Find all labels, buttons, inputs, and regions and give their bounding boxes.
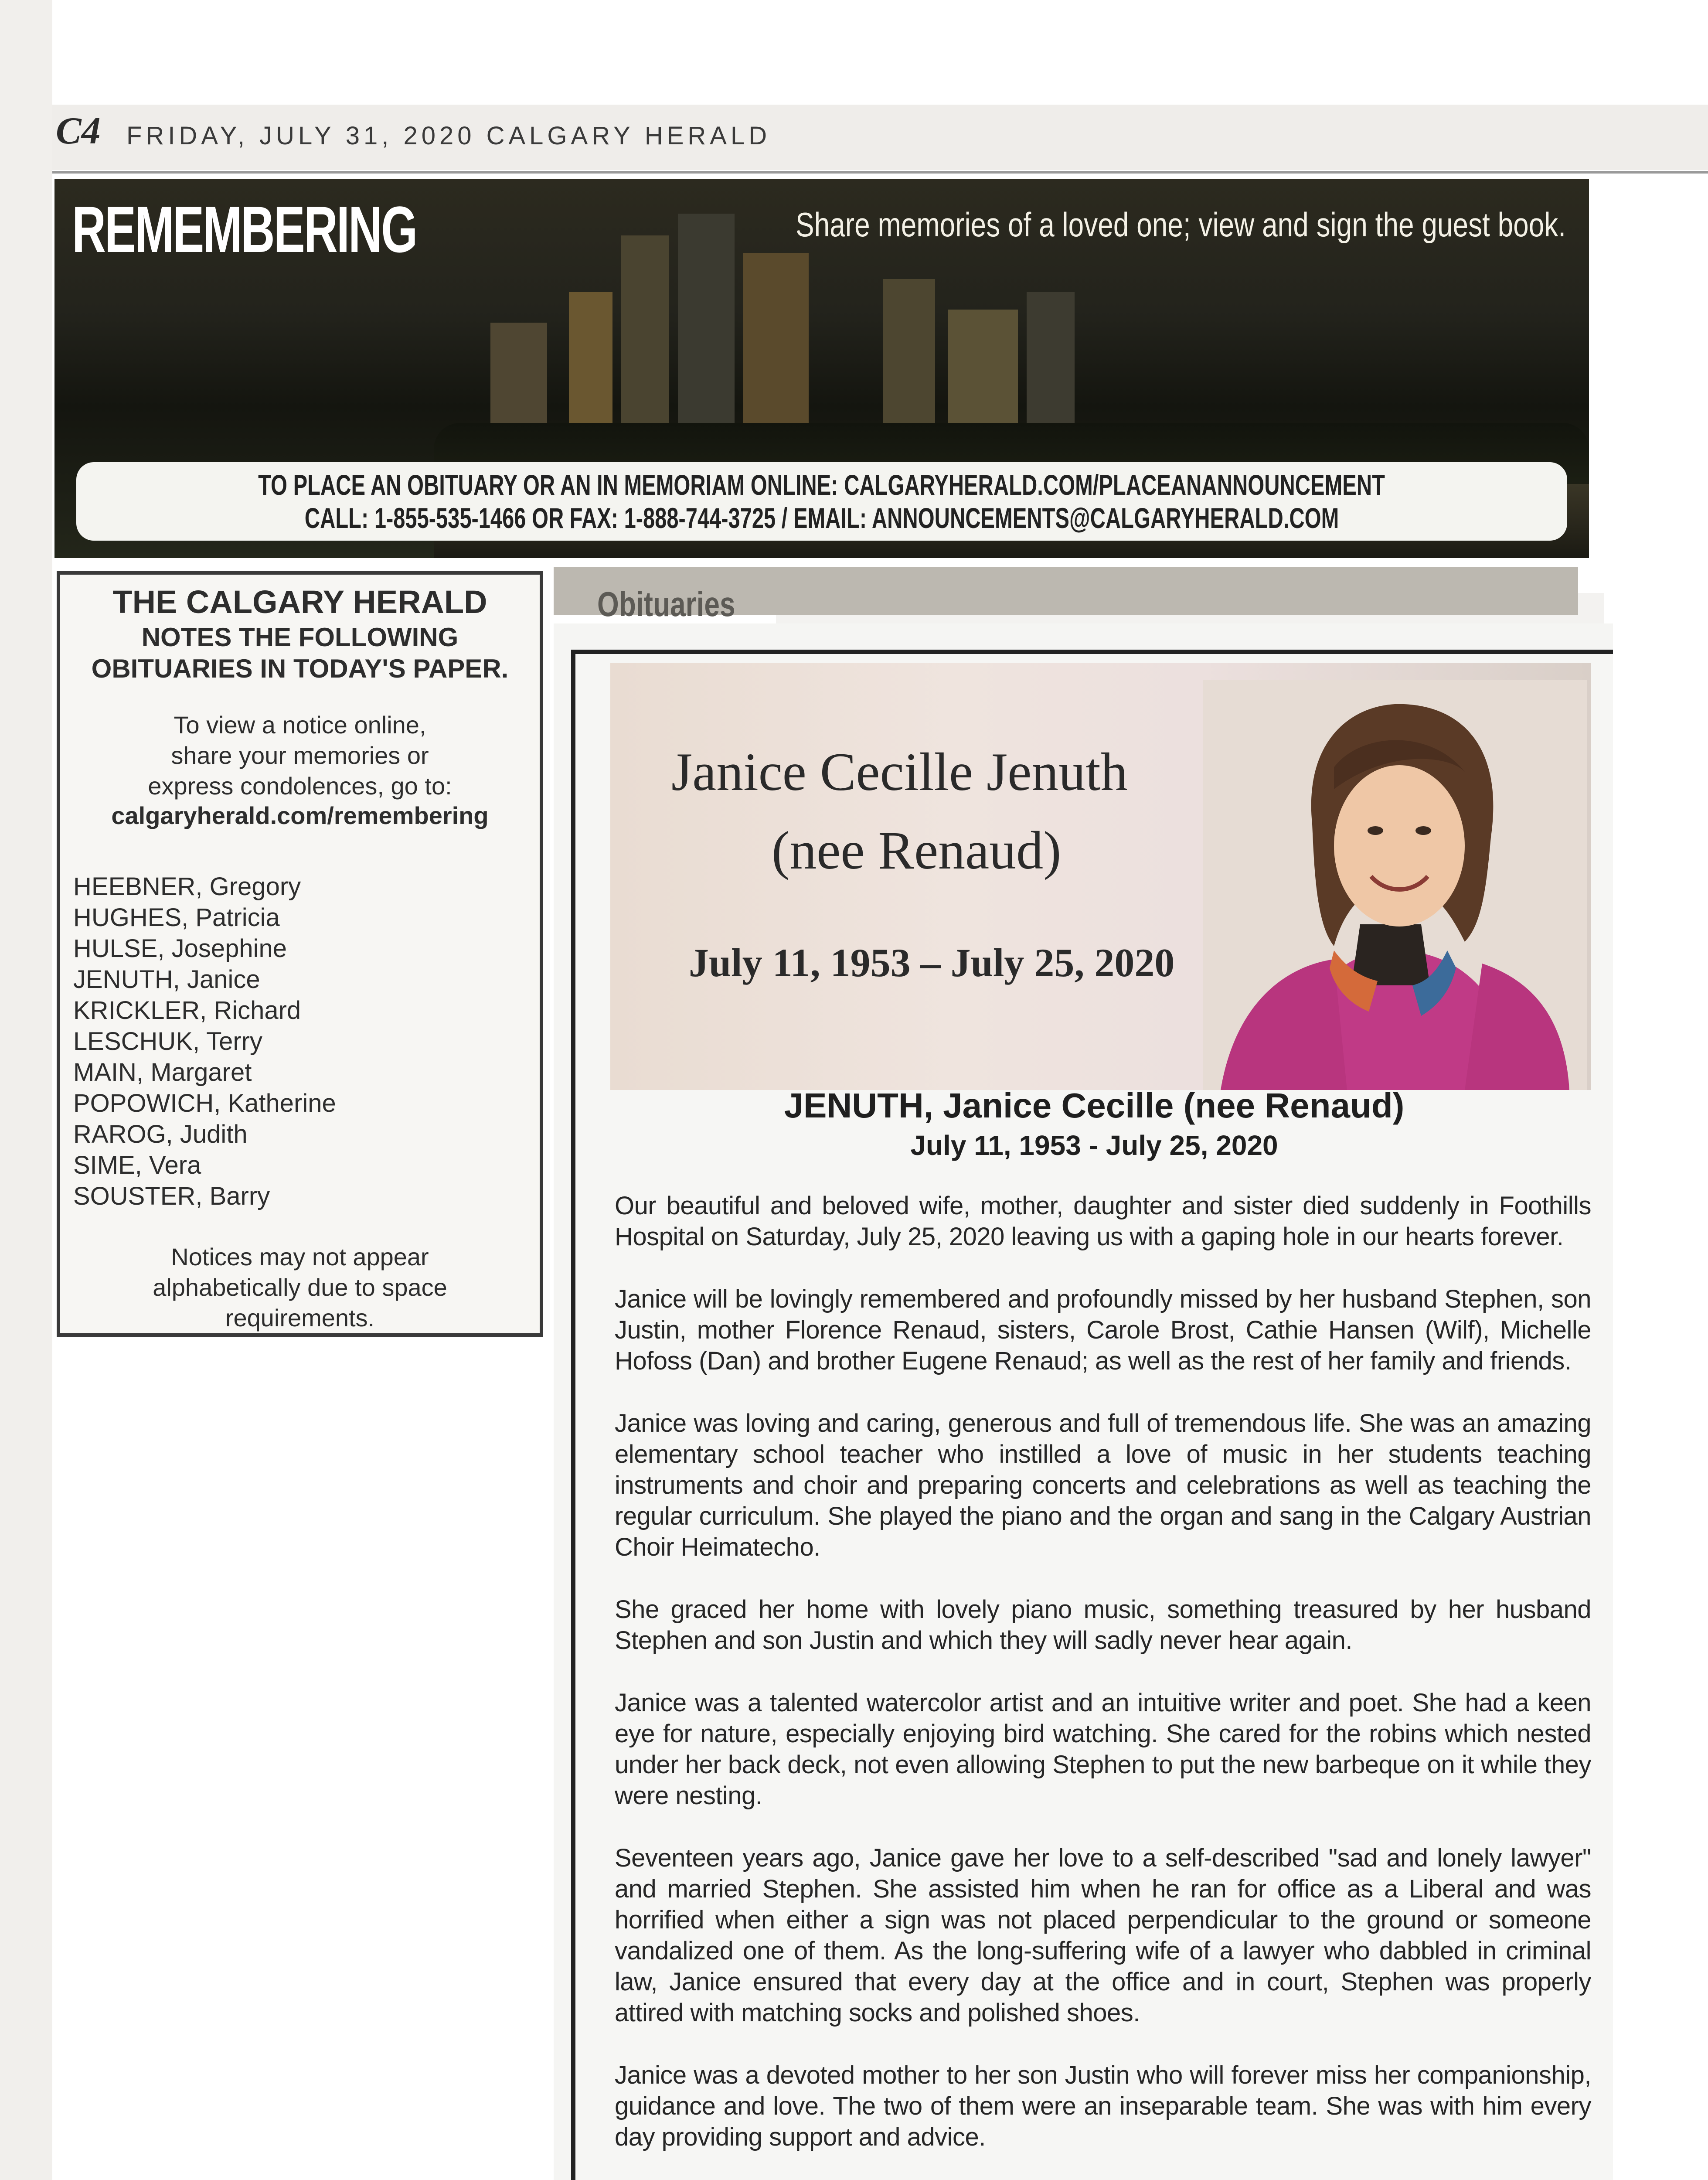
header-divider <box>52 171 1708 174</box>
notice-intro <box>60 710 540 801</box>
remembering-link: calgaryherald.com/remembering <box>111 802 489 829</box>
list-item: KRICKLER, Richard <box>73 996 301 1025</box>
notice-title: THE CALGARY HERALD <box>112 584 487 620</box>
banner-phone-email: CALL: 1-855-535-1466 OR FAX: 1-888-744-3725 / EMAIL: ANNOUNCEMENTS@CALGARYHERALD.COM <box>304 502 1339 534</box>
banner-contact-box <box>76 462 1567 541</box>
portrait-panel-name: Janice Cecille Jenuth <box>671 742 1128 802</box>
list-item: SIME, Vera <box>73 1151 201 1179</box>
obituary-paragraph: Janice was loving and caring, generous and full of tremendous life. She was an amazing elementary school teacher who instilled a love of music in her students teaching instruments and choir and preparing concerts and celebrations as well as teaching the regular curriculum. She played the piano and the organ and sang in the Calgary Austrian Choir Heimatecho. <box>615 1409 1591 1561</box>
banner-online-instructions: TO PLACE AN OBITUARY OR AN IN MEMORIAM ONLINE: CALGARYHERALD.COM/PLACEANANNOUNCEMENT <box>258 469 1385 501</box>
obituary-paragraph: Our beautiful and beloved wife, mother, daughter and sister died suddenly in Foothills Hospital on Saturday, July 25, 2020 leaving us with a gaping hole in our hearts forever. <box>615 1192 1591 1251</box>
list-item: HEEBNER, Gregory <box>73 872 301 901</box>
list-item: LESCHUK, Terry <box>73 1027 263 1056</box>
notice-subtitle-line: OBITUARIES IN TODAY'S PAPER. <box>91 654 509 683</box>
notice-intro-line: share your memories or <box>171 742 429 769</box>
notice-intro-line: express condolences, go to: <box>148 772 452 800</box>
obituary-headline: JENUTH, Janice Cecille (nee Renaud) <box>784 1086 1405 1125</box>
obituary-paragraph: Janice will be lovingly remembered and profoundly missed by her husband Stephen, son Justin, mother Florence Renaud, sisters, Carole Brost, Cathie Hansen (Wilf), Michelle Hofoss (Dan) and brother Eugene Renaud; as well as the rest of her family and friends. <box>615 1285 1591 1375</box>
portrait-panel-maiden-name: (nee Renaud) <box>772 821 1062 880</box>
page-margin <box>1613 567 1708 2180</box>
list-item: POPOWICH, Katherine <box>73 1089 336 1117</box>
banner-tagline: Share memories of a loved one; view and sign the guest book. <box>796 205 1566 244</box>
notice-footnote-line: alphabetically due to space <box>153 1274 447 1301</box>
notice-subtitle-line: NOTES THE FOLLOWING <box>141 623 459 652</box>
obituary-paragraph: Janice was a talented watercolor artist and an intuitive writer and poet. She had a keen eye for nature, especially enjoying bird watching. She cared for the robins which nested under her back deck, not even allowing Stephen to put the new barbeque on it while they were nesting. <box>615 1689 1591 1810</box>
list-item: HULSE, Josephine <box>73 934 287 963</box>
obituary-body <box>615 1190 1591 2180</box>
notice-footnote-line: requirements. <box>225 1304 375 1332</box>
list-item: MAIN, Margaret <box>73 1058 252 1087</box>
obituary-dates: July 11, 1953 - July 25, 2020 <box>910 1130 1278 1161</box>
portrait-photo <box>1203 680 1587 1090</box>
notice-intro-line: To view a notice online, <box>174 711 426 739</box>
banner-title: REMEMBERING <box>72 193 417 266</box>
remembering-banner <box>54 179 1589 558</box>
page-dateline: FRIDAY, JULY 31, 2020 CALGARY HERALD <box>126 122 771 150</box>
adjacent-page-edge <box>0 0 52 2180</box>
section-label: Obituaries <box>597 585 735 623</box>
notice-footnote-line: Notices may not appear <box>171 1243 429 1271</box>
list-item: RAROG, Judith <box>73 1120 248 1148</box>
notice-footnote <box>60 1242 540 1333</box>
obituary-paragraph: She graced her home with lovely piano music, something treasured by her husband Stephen and son Justin and which they will sadly never hear again. <box>615 1595 1591 1655</box>
obituary-index-box <box>57 571 543 1337</box>
portrait-panel-dates: July 11, 1953 – July 25, 2020 <box>689 940 1175 985</box>
list-item: JENUTH, Janice <box>73 965 260 994</box>
list-item: SOUSTER, Barry <box>73 1182 270 1210</box>
obituary-name-list <box>73 871 527 1212</box>
notice-subtitle <box>60 622 540 685</box>
obituary-paragraph: Janice was a devoted mother to her son Justin who will forever miss her companionship, guidance and love. The two of them were an inseparable team. She was with him every day providing support and advice. <box>615 2061 1591 2151</box>
list-item: HUGHES, Patricia <box>73 903 280 932</box>
page-number: C4 <box>56 110 101 152</box>
obituary-paragraph: Seventeen years ago, Janice gave her love to a self-described "sad and lonely lawyer" and married Stephen. She assisted him when he ran for office as a Liberal and was horrified when either a sign was not placed perpendicular to the ground or someone vandalized one of them. As the long-suffering wife of a lawyer who dabbled in criminal law, Janice ensured that every day at the office and in court, Stephen was properly attired with matching socks and polished shoes. <box>615 1844 1591 2027</box>
